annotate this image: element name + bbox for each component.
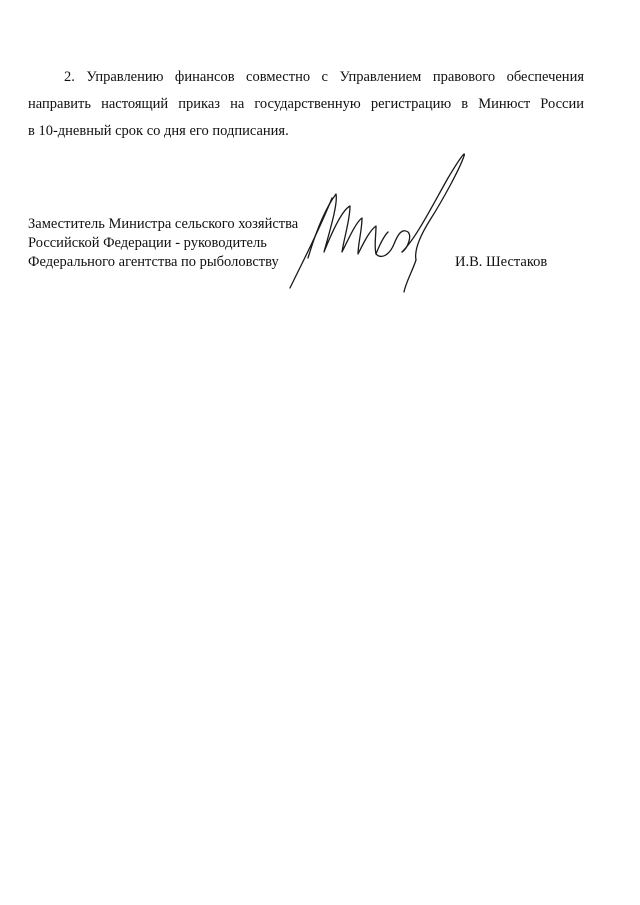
position-line: Заместитель Министра сельского хозяйства bbox=[28, 216, 299, 232]
signer-name: И.В. Шестаков bbox=[455, 254, 548, 270]
signatory-position bbox=[28, 215, 298, 272]
handwritten-signature bbox=[280, 148, 480, 298]
paragraph-line: 2. Управлению финансов совместно с Управлением правового обеспечения bbox=[64, 69, 584, 85]
paragraph-item-2 bbox=[28, 64, 584, 145]
paragraph-line: в 10-дневный срок со дня его подписания. bbox=[28, 123, 289, 139]
paragraph-line: направить настоящий приказ на государственную регистрацию в Минюст России bbox=[28, 96, 584, 112]
position-line: Российской Федерации - руководитель bbox=[28, 235, 267, 251]
position-line: Федерального агентства по рыболовству bbox=[28, 254, 279, 270]
